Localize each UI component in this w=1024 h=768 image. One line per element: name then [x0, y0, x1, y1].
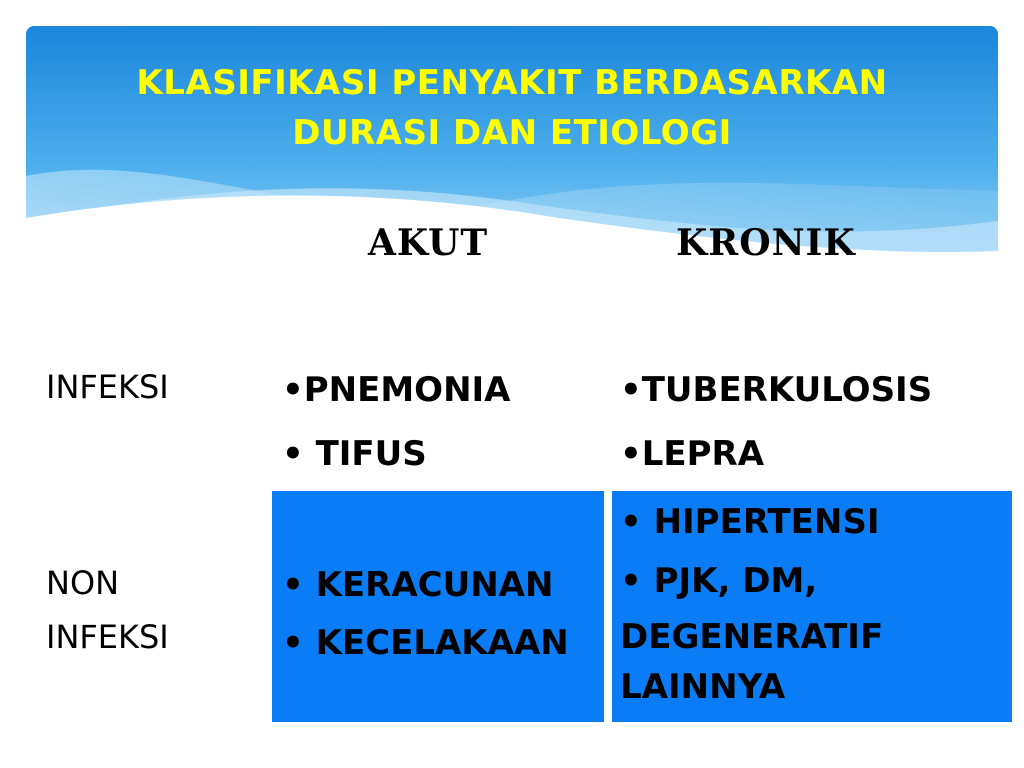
list-item: • PJK, DM,	[620, 561, 818, 601]
list-item: LAINNYA	[620, 667, 786, 707]
row-label-non-infection-line-2: INFEKSI	[46, 618, 169, 656]
column-header-chronic: KRONIK	[676, 222, 856, 264]
title-line-2: DURASI DAN ETIOLOGI	[292, 113, 732, 153]
list-item: DEGENERATIF	[620, 617, 884, 657]
cell-infection-acute	[282, 358, 511, 486]
row-label-non-infection	[46, 556, 169, 664]
row-label-infection: INFEKSI	[46, 368, 169, 406]
slide-title	[26, 58, 998, 158]
list-item: • KERACUNAN	[282, 565, 554, 605]
list-item: • HIPERTENSI	[620, 502, 880, 542]
cell-non-infection-chronic	[620, 494, 883, 712]
list-item: •LEPRA	[620, 434, 765, 474]
list-item: •TUBERKULOSIS	[620, 370, 933, 410]
row-label-non-infection-line-1: NON	[46, 564, 120, 602]
column-header-acute: AKUT	[368, 222, 489, 264]
list-item: • KECELAKAAN	[282, 623, 569, 663]
title-line-1: KLASIFIKASI PENYAKIT BERDASARKAN	[136, 63, 888, 103]
cell-non-infection-acute	[282, 556, 569, 672]
list-item: • TIFUS	[282, 434, 427, 474]
cell-infection-chronic	[620, 358, 932, 486]
list-item: •PNEMONIA	[282, 370, 511, 410]
